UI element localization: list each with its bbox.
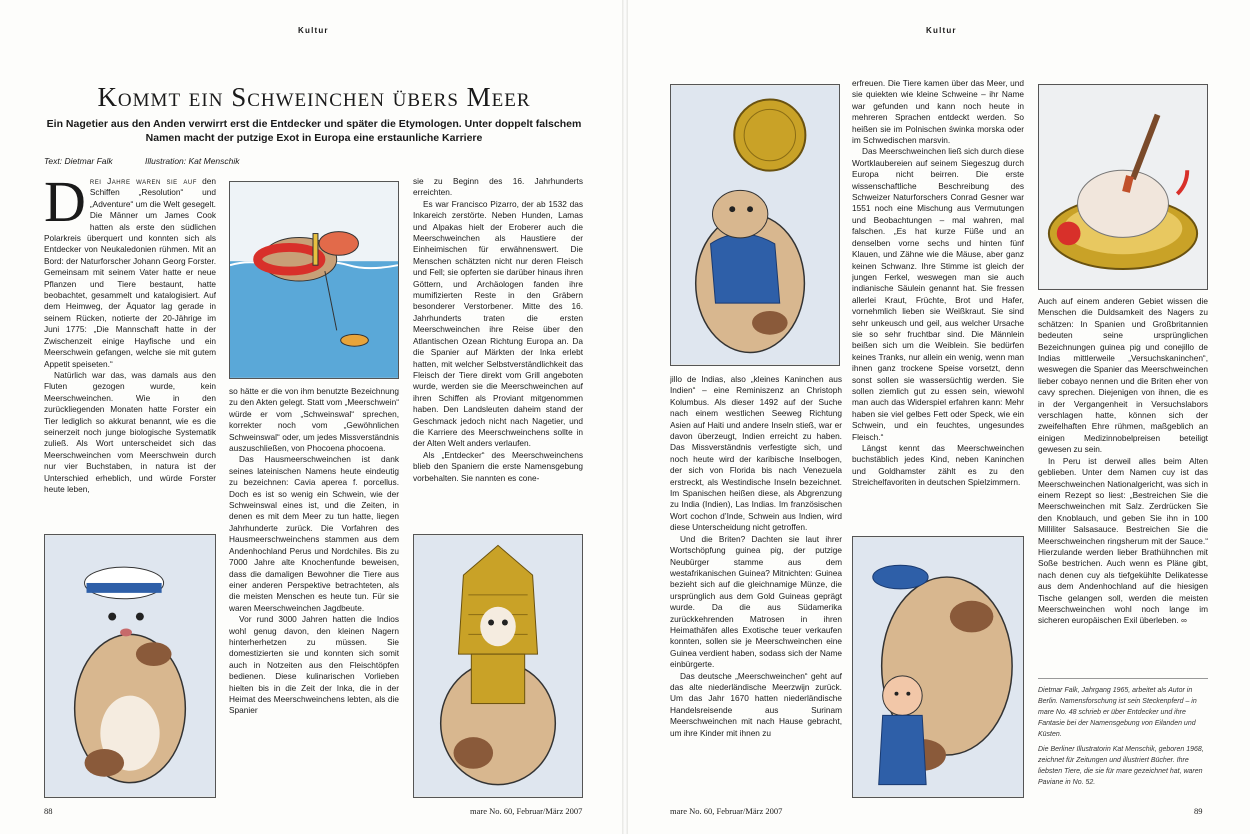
paragraph: Längst kennt das Meerschweinchen buchstäblich jedes Kind, neben Kaninchen und Goldhamster zählt es zu den Streichelfavoriten in deutschen Spielzimmern. [852,443,1024,488]
paragraph: den Schiffen „Resolution“ und „Adventure“ um die Welt gesegelt. Die Männer um James Cook hatten als erste den südlichen Polarkreis überquert und konnten sich als Entdecker von Neukaledonien rühmen. Mit an Bord: der Naturforscher Johann Georg Forster. Gemeinsam mit seinem Vater hatte er neue Pflanzen und Tiere bestaunt, hatte beobachtet, gesammelt und katalogisiert. Auf dem Heimweg, der Äquator lag gerade in seinem Rücken, notierte der 20-Jährige im Juni 1775: „Die Mannschaft hatte in der Zwischenzeit einige Hayfische und ein Meerschwein gefangen, welche sie mit gutem Appetit speiseten.“ [44,176,216,369]
illustration-guinea-coin-guinea-pig [670,84,840,366]
roast-illustration-svg [1039,85,1207,289]
article-title: Kommt ein Schweinchen übers Meer [97,82,531,112]
illustrator-bio: Die Berliner Illustratorin Kat Menschik, geboren 1968, zeichnet für Zeitungen und illustriert Bücher. Ihre liebsten Tiere, die sie für mare gezeichnet hat, waren Paviane in No. 52. [1038,746,1204,786]
paragraph: jillo de Indias, also „kleines Kaninchen aus Indien“ – eine Reminiszenz an Christoph Kolumbus. Als dieser 1492 auf der Suche nach einem westlichen Seeweg Richtung Asien auf Haiti und andere Inseln stieß, war er davon überzeugt, Indien erreicht zu haben. Das Missverständnis verfestigte sich, und noch heute wird der karibische Inselbogen, der sich von Florida bis nach Venezuela erstreckt, als Westindische Inseln bezeichnet. Im Spanischen heißen diese, als Abgrenzung zu India (Indien), Las Indias. Im französischen Wort cochon d’Inde, Schwein aus Indien, wird diese Unterscheidung nicht getroffen. [670,374,842,533]
paragraph: Es war Francisco Pizarro, der ab 1532 das Inkareich zerstörte. Neben Hunden, Lamas und Alpakas hielt der Eroberer auch die Meerschweinchen als Haustiere der Einheimischen für erwähnenswert. Die Menschen schätzten nicht nur deren Fleisch und Fell; sie opferten sie darüber hinaus ihren Göttern, und Archäologen fanden ihre mumifizierten Reste in den Gräbern besonderer Verstorbener. Mitte des 16. Jahrhunderts traten die ersten Meerschweinchen ihre Reise über den Atlantischen Ozean Richtung Europa an. Da die Spanier auf Märkten der Inka erlebt hatten, mit welcher Selbstverständlichkeit das Fleisch der Tiere direkt vom Grill angeboten wurde, werden sie die Meerschweinchen auf ihren Schiffen als Proviant mitgenommen haben. Den Landsleuten daheim stand der Geschmack jedoch nicht nach Nagetier, und die Karriere des Meerschweinchens sollte in der Alten Welt anders verlaufen. [413,198,583,449]
column-4 [670,374,842,796]
author-bio: Dietmar Falk, Jahrgang 1965, arbeitet als Autor in Berlin. Namensforschung ist sein Steckenpferd – in mare No. 48 schrieb er über Entdecker und ihre Fantasie bei der Namensgebung von Eilanden und Küsten. [1038,687,1197,738]
text-credit: Text: Dietmar Falk [44,156,113,166]
credits [44,156,584,166]
page-number-left: 88 [44,806,53,816]
column-6 [1038,296,1208,666]
section-header-right: Kultur [926,26,957,35]
coin-illustration-svg [671,85,839,365]
illustration-sailor-child-guinea-pig [852,536,1024,798]
illustration-inca-gold-guinea-pig [413,534,583,798]
article-deck: Ein Nagetier aus den Anden verwirrt erst die Entdecker und später die Etymologen. Unter doppelt falschem Namen macht der putzige Exot in Europa eine erstaunliche Karriere [46,118,582,144]
lead-in: rei Jahre waren sie auf [89,176,197,186]
illustration-credit: Illustration: Kat Menschik [145,156,240,166]
column-1 [44,176,216,528]
paragraph: so hätte er die von ihm benutzte Bezeichnung zu den Akten gelegt. Statt vom „Meerschwein“ würde er vom „Schweinswal“ sprechen, korrekter noch vom „Gewöhnlichen Schweinswal“ oder, um jedes Missverständnis auszuschließen, von Phocoena phocoena. [229,386,399,454]
bio-box [1038,678,1208,792]
paragraph: Als „Entdecker“ des Meerschweinchens blieb den Spaniern die erste Namensgebung vorbehalten. Sie nannten es cone- [413,449,583,483]
paragraph: Das Hausmeerschweinchen ist dank seines lateinischen Namens heute eindeutig zu bezeichnen: Cavia aperea f. porcellus. Doch es ist so wenig ein Schwein, wie der Schweinswal eines ist, und die Zeiten, in denen es mit dem Meer zu tun hatte, liegen Jahrhunderte zurück. Die Vorfahren des Hausmeerschweinchens stammen aus dem Andenhochland Perus und Nordchiles. Bis zu 7000 Jahre alte Knochenfunde beweisen, dass die damaligen Bewohner die Tiere aus einer anderen Perspektive betrachteten, als die meisten Menschen es heute tun. Für sie waren Meerschweinchen Jagdbeute. [229,454,399,613]
drop-cap: D [44,176,86,234]
right-page [628,0,1250,834]
paragraph: sie zu Beginn des 16. Jahrhunderts erreichten. [413,176,583,198]
magazine-issue-left: mare No. 60, Februar/März 2007 [470,806,583,816]
inca-illustration-svg [414,535,582,797]
illustration-snorkel-guinea-pig [229,181,399,379]
magazine-issue-right: mare No. 60, Februar/März 2007 [670,806,783,816]
paragraph: Das Meerschweinchen ließ sich durch diese Wortklaubereien auf seinem Siegeszug durch Europa nicht beirren. Die erste wissenschaftliche Beschreibung des Schweizer Naturforschers Conrad Gesner war 1551 noch eine Mischung aus Vermutungen und Beobachtungen – mal wahren, mal falschen. „Es hat kurze Füße und an denselben vorne sechs und hinten fünf Klauen, und Zähne wie die Mäuse, aber ganz keinen Schwanz. Ihre Stimme ist gleich der jungen Ferkel, weswegen man sie auch indianische Säulein genannt hat. Sie fressen allerlei Kraut, Früchte, Brot und Hafer, vornehmlich lieben sie Weißkraut. Sie sind sehr unkeusch und geil, aus welcher Ursache sie so sehr fruchtbar sind. Die Männlein beißen sich um die Weiblein. Sie bedürfen keines Tranks, nur allein ein wenig, wenn man ihnen ganz trockene Speise vorsetzt, denn sonst sollen sie wassersüchtig werden. Sie sollen ziemlich gut zu essen sein, wiewohl man auch das Widerspiel erfahren kann: Mehr haben sie viel gelbes Fett oder Speck, wie ein Schwein, und ein feuchtes, ungesundes Fleisch.“ [852,146,1024,442]
paragraph: In Peru ist derweil alles beim Alten geblieben. Unter dem Namen cuy ist das Meerschweinchen Nationalgericht, was sich in einem Rezept so liest: „Bestreichen Sie die Meerschweinchen mit Salz. Zerdrücken Sie den Knoblauch, und geben Sie ihn in 100 Milliliter Salsasauce. Bestreichen Sie die Meerschweinchen ringsherum mit der Sauce.“ Hierzulande werden lieber Brathühnchen mit Soße bestrichen. Auch wenn es Pläne gibt, nach denen cuy als tiefgekühlte Delikatesse aus dem Andenhochland auf die hiesigen Tische gelangen soll, werden die meisten Meerschweinchen wohl noch lange im sicheren europäischen Exil überleben. ∞ [1038,455,1208,626]
sailor-illustration-svg [45,535,215,797]
paragraph: Und die Briten? Dachten sie laut ihrer Wortschöpfung guinea pig, der putzige Neubürger stamme aus dem westafrikanischen Guinea? Mitnichten: Guinea bezieht sich auf die gleichnamige Münze, die ursprünglich aus dem Gold Guineas geprägt wurde. Da die aus Südamerika zurückkehrenden Matrosen in ihren Heimathäfen alles Exotische teuer verkaufen konnten, sollen sie je Meerschweinchen eine Guinea verdient haben, sodass sich der Name einbürgerte. [670,533,842,670]
column-3 [413,176,583,528]
page-number-right: 89 [1194,806,1203,816]
illustration-sailor-hat-guinea-pig [44,534,216,798]
illustration-roast-guinea-pig [1038,84,1208,290]
hug-illustration-svg [853,537,1023,797]
paragraph: Natürlich war das, was damals aus den Fluten gezogen wurde, kein Meerschweinchen. Wie in den zurückliegenden Monaten hatte Forster ein Tier lediglich so akkurat benannt, wie es die seinerzeit noch junge biologische Systematik zuließ. Als Wort unterscheidet sich das Meerschweinchen vom Meerschwein durch nur vier Buchstaben, in natura ist der Unterschied erheblich, und würde Forster heute leben, [44,369,216,494]
paragraph: erfreuen. Die Tiere kamen über das Meer, und sie quiekten wie kleine Schweine – ihr Name war gefunden und kann noch heute in mehreren Sprachen entdeckt werden. So heißen sie im Polnischen świnka morska oder im Schwedischen marsvin. [852,78,1024,146]
paragraph: Vor rund 3000 Jahren hatten die Indios wohl genug davon, den kleinen Nagern hinterherhetzen zu müssen. Sie domestizierten sie und konnten sich somit auch in Notzeiten aus den Fleischtöpfen bedienen. Diese kulinarischen Vorlieben hielten bis in die Zeit der Inka, die in der Heimat des Meerschweinchens lebten, als die Spanier [229,614,399,716]
paragraph: Das deutsche „Meerschweinchen“ geht auf das alte niederländische Meerzwijn zurück. Um das Jahr 1670 hatten niederländische Handelsreisende aus Surinam Meerschweinchen mit nach Hause gebracht, um ihre Kinder mit ihnen zu [670,670,842,738]
section-header-left: Kultur [298,26,329,35]
snorkel-illustration-svg [230,182,398,378]
column-5 [852,78,1024,530]
column-2 [229,386,399,796]
paragraph: Auch auf einem anderen Gebiet wissen die Menschen die Duldsamkeit des Nagers zu schätzen: In Spanien und Großbritannien bedeuten seine ursprünglichen Bezeichnungen guinea pig und conejillo de Indias mittlerweile „Versuchskaninchen“, weswegen die Spanier das Meerschweinchen lieber cobayo nennen und die Briten eher von cavy sprechen. Diejenigen von ihnen, die es in der Vergangenheit in Versuchslabors verschlagen hatte, können sich der zweifelhaften Ehre rühmen, maßgeblich an einigen Medizinnobelpreisen beteiligt gewesen zu sein. [1038,296,1208,455]
left-page [0,0,622,834]
